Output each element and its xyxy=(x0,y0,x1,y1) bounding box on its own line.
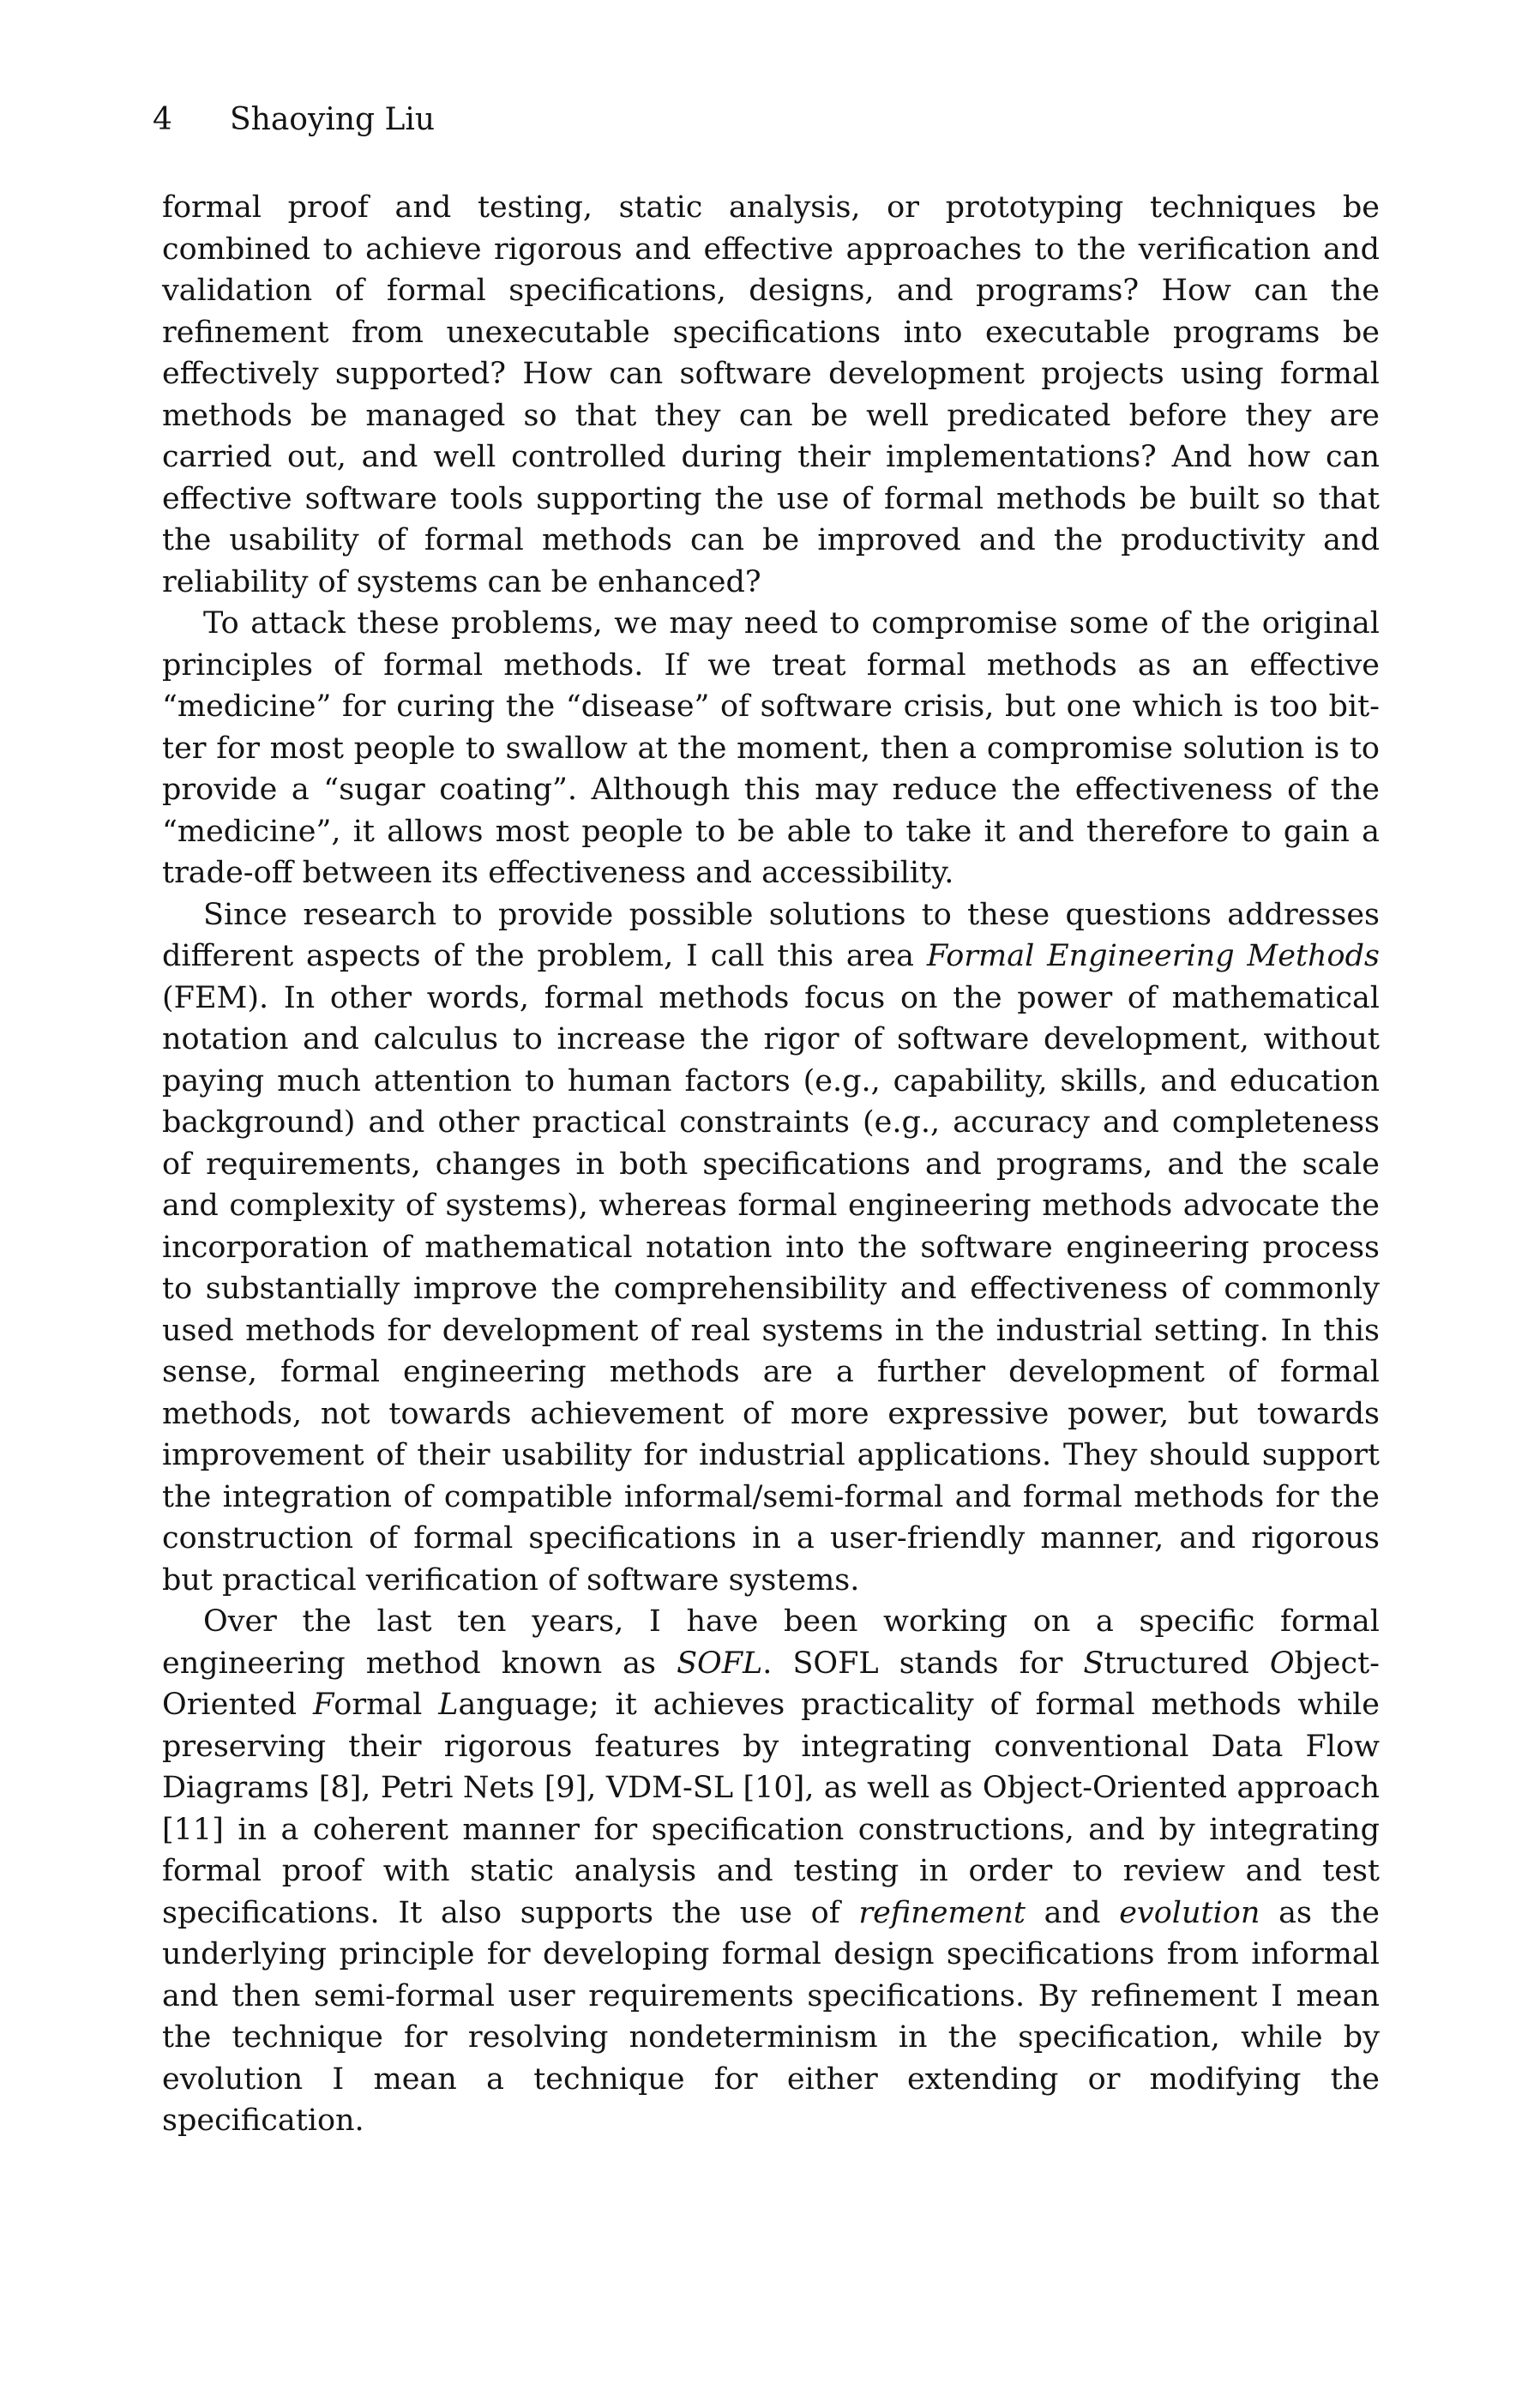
paragraph-text: and xyxy=(1025,1895,1120,1930)
acronym-letter-s: S xyxy=(1083,1646,1104,1681)
paragraph-3 xyxy=(162,894,1380,1602)
term-formal-engineering-methods: Formal Engineering Methods xyxy=(926,939,1380,973)
running-head xyxy=(153,101,435,139)
paragraph-4 xyxy=(162,1601,1380,2142)
paragraph-text: bject-Oriented xyxy=(162,1646,1380,1722)
term-evolution: evolution xyxy=(1119,1895,1260,1930)
paragraph-2 xyxy=(162,603,1380,894)
paragraph-text: anguage; it achieves practicality of formal methods while preserving their rigorous features by integrating conventional Data Flow Diagrams [8], Petri Nets [9], VDM-SL [10], as well as Object-Oriented approach [11] in a coherent manner for specification constructions, and by integrating formal proof with static analysis and testing in order to review and test specifications. It also supports the use of xyxy=(162,1688,1380,1930)
paragraph-text: tructured xyxy=(1104,1646,1270,1681)
body-text xyxy=(162,187,1380,2142)
paragraph-text: Over the last ten years, I have been working on a specific formal engineering method known as xyxy=(162,1604,1380,1681)
paragraph-text: ormal xyxy=(334,1688,439,1722)
page-number: 4 xyxy=(153,102,172,137)
paragraph-text: Since research to provide possible solutions to these questions addresses different aspects of the problem, I call this area xyxy=(162,897,1380,973)
paragraph-text: (FEM). In other words, formal methods focus on the power of mathematical notation and calculus to increase the rigor of software development, without paying much attention to human factors (e.g., capability, skills, and education background) and other practical constraints (e.g., accuracy and completeness of requirements, changes in both specifications and programs, and the scale and complexity of systems), whereas formal engineering methods advocate the incorporation of mathematical notation into the software engineering process to substantially improve the comprehensibility and effectiveness of commonly used methods for development of real systems in the industrial setting. In this sense, formal engineering methods are a further development of formal methods, not towards achievement of more expressive power, but towards improvement of their usability for industrial applications. They should support the integration of compatible informal/semi-formal and formal methods for the construction of formal specifications in a user-friendly manner, and rigorous but practical verification of software systems. xyxy=(162,980,1380,1598)
paragraph-text: To attack these problems, we may need to compromise some of the original principles of formal methods. If we treat formal methods as an effective “medicine” for curing the “disease” of software crisis, but one which is too bitter for most people to swallow at the moment, then a compromise solution is to provide a “sugar coating”. Although this may reduce the effectiveness of the “medicine”, it allows most people to be able to take it and therefore to gain a trade-off between its effectiveness and accessibility. xyxy=(162,606,1380,890)
paragraph-text: as the underlying principle for developing formal design specifications from informal and then semi-formal user requirements specifications. By refinement I mean the technique for resolving nondeterminism in the specification, while by evolution I mean a technique for either extending or modifying the specification. xyxy=(162,1895,1380,2138)
term-sofl: SOFL xyxy=(677,1646,763,1681)
acronym-letter-l: L xyxy=(438,1688,459,1722)
running-head-author: Shaoying Liu xyxy=(230,102,436,137)
paragraph-text: formal proof and testing, static analysis, or prototyping techniques be combined to achieve rigorous and effective approaches to the verification and validation of formal specifications, designs, and programs? How can the refinement from unexecutable specifications into executable programs be effectively supported? How can software development projects using formal methods be managed so that they can be well predicated before they are carried out, and well controlled during their implementations? And how can effective software tools supporting the use of formal methods be built so that the usability of formal methods can be improved and the productivity and reliability of systems can be enhanced? xyxy=(162,190,1380,599)
paragraph-1 xyxy=(162,187,1380,603)
acronym-letter-o: O xyxy=(1269,1646,1295,1681)
term-refinement: refinement xyxy=(858,1895,1026,1930)
paragraph-text: . SOFL stands for xyxy=(762,1646,1084,1681)
acronym-letter-f: F xyxy=(313,1688,334,1722)
